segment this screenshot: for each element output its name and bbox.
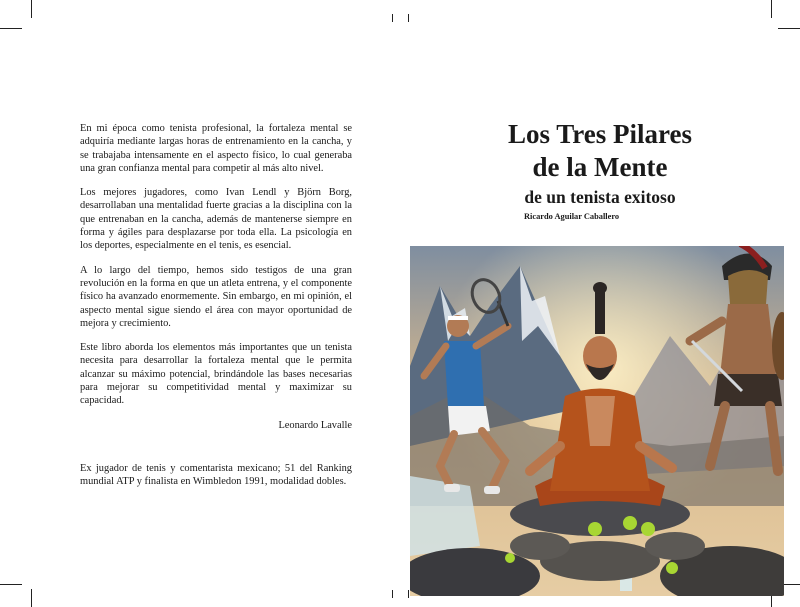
book-title <box>440 118 760 208</box>
crop-mark <box>392 14 393 22</box>
crop-mark <box>31 589 32 607</box>
author-name: Ricardo Aguilar Caballero <box>524 212 620 221</box>
title-line-2: de la Mente <box>532 152 668 182</box>
title-line-1: Los Tres Pilares <box>507 119 692 149</box>
signature: Leonardo Lavalle <box>278 419 352 431</box>
crop-mark <box>408 14 409 22</box>
back-paragraph-3: A lo largo del tiempo, hemos sido testigos de una gran revolución en la forma en que un atleta entrena, y el componente físico ha avanzado enormemente. Sin embargo, en mi opinión, el aspecto mental sigue siendo el área con mayor oportunidad de mejora y crecimiento. <box>80 264 352 329</box>
subtitle: de un tenista exitoso <box>524 187 676 207</box>
crop-mark <box>771 0 772 18</box>
back-cover-text <box>80 122 352 500</box>
cover-illustration <box>410 246 784 596</box>
crop-mark <box>408 590 409 598</box>
back-paragraph-2: Los mejores jugadores, como Ivan Lendl y Björn Borg, desarrollaban una mentalidad fuerte gracias a la disciplina con la que entrenaban en la cancha, además de mantenerse siempre en forma y ágiles para desplazarse por toda ella. La psicología en los deportes, especialmente en el tenis, es esencial. <box>80 187 352 252</box>
crop-mark <box>778 28 800 29</box>
back-paragraph-1: En mi época como tenista profesional, la fortaleza mental se adquiría mediante largas horas de entrenamiento en la cancha, y se trabajaba intensamente en el aspecto físico, lo cual generaba una gran confianza mental para competir al más alto nivel. <box>80 123 352 174</box>
crop-mark <box>31 0 32 18</box>
crop-mark <box>0 28 22 29</box>
back-paragraph-4: Este libro aborda los elementos más importantes que un tenista necesita para desarrollar la fortaleza mental que le permita alcanzar su máximo potencial, brindándole las bases necesarias para mejorar su competitividad mental y maximizar su capacidad. <box>80 342 352 407</box>
crop-mark <box>0 584 22 585</box>
crop-mark <box>392 590 393 598</box>
author-bio: Ex jugador de tenis y comentarista mexicano; 51 del Ranking mundial ATP y finalista en Wimbledon 1991, modalidad dobles. <box>80 462 352 488</box>
